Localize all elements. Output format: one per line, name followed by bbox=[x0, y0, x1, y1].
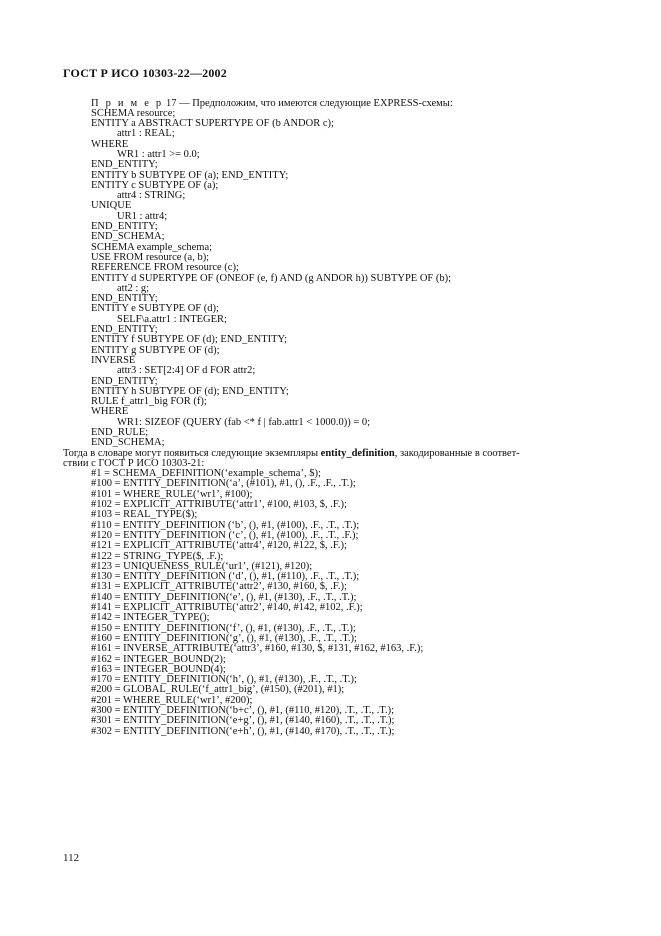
instance-line: #141 = EXPLICIT_ATTRIBUTE(‘attr2’, #140, #142, #102, .F.); bbox=[91, 602, 363, 614]
instance-line: #201 = WHERE_RULE(‘wr1’, #200); bbox=[91, 694, 253, 706]
schema-line: UNIQUE bbox=[91, 200, 132, 212]
example-intro-text: 17 — Предположим, что имеются следующие EXPRESS-схемы: bbox=[163, 97, 453, 109]
schema-line: attr3 : SET[2:4] OF d FOR attr2; bbox=[117, 365, 256, 377]
paragraph-text-before: Тогда в словаре могут появиться следующие экземпляры bbox=[63, 447, 321, 459]
schema-line: UR1 : attr4; bbox=[117, 210, 168, 222]
instance-line: #101 = WHERE_RULE(‘wr1’, #100); bbox=[91, 488, 253, 500]
express-schema-block bbox=[91, 109, 611, 449]
paragraph-line-2: ствии с ГОСТ Р ИСО 10303-21: bbox=[63, 457, 205, 469]
schema-line: REFERENCE FROM resource (c); bbox=[91, 262, 239, 274]
instance-line: #122 = STRING_TYPE($, .F.); bbox=[91, 550, 224, 562]
instance-line: #120 = ENTITY_DEFINITION (‘c’, (), #1, (#100), .F., .T., .F.); bbox=[91, 529, 359, 541]
schema-line: WR1 : attr1 >= 0.0; bbox=[117, 148, 200, 160]
instance-line: #121 = EXPLICIT_ATTRIBUTE(‘attr4’, #120, #122, $, .F.); bbox=[91, 540, 347, 552]
instance-line: #163 = INTEGER_BOUND(4); bbox=[91, 663, 226, 675]
schema-line: ENTITY d SUPERTYPE OF (ONEOF (e, f) AND (g ANDOR h)) SUBTYPE OF (b); bbox=[91, 272, 452, 284]
schema-line: WHERE bbox=[91, 138, 129, 150]
schema-line: att2 : g; bbox=[117, 282, 150, 294]
standard-header: ГОСТ Р ИСО 10303-22—2002 bbox=[63, 66, 227, 80]
schema-line: SCHEMA example_schema; bbox=[91, 241, 213, 253]
schema-line: END_ENTITY; bbox=[91, 324, 158, 336]
instance-line: #200 = GLOBAL_RULE(‘f_attr1_big’, (#150), (#201), #1); bbox=[91, 684, 345, 696]
instance-line: #150 = ENTITY_DEFINITION(‘f’, (), #1, (#130), .F., .T., .T.); bbox=[91, 622, 356, 634]
instance-line: #130 = ENTITY_DEFINITION (‘d’, (), #1, (#110), .F., .T., .T.); bbox=[91, 571, 360, 583]
schema-line: RULE f_attr1_big FOR (f); bbox=[91, 396, 207, 408]
schema-line: attr1 : REAL; bbox=[117, 128, 175, 140]
schema-line: ENTITY f SUBTYPE OF (d); END_ENTITY; bbox=[91, 334, 288, 346]
schema-line: ENTITY h SUBTYPE OF (d); END_ENTITY; bbox=[91, 385, 289, 397]
instance-line: #1 = SCHEMA_DEFINITION(‘example_schema’, $); bbox=[91, 468, 321, 480]
instance-line: #300 = ENTITY_DEFINITION(‘b+c’, (), #1, (#110, #120), .T., .T., .T.); bbox=[91, 705, 395, 717]
instance-line: #103 = REAL_TYPE($); bbox=[91, 509, 198, 521]
schema-line: ENTITY b SUBTYPE OF (a); END_ENTITY; bbox=[91, 169, 289, 181]
schema-line: END_ENTITY; bbox=[91, 221, 158, 233]
schema-line: ENTITY g SUBTYPE OF (d); bbox=[91, 344, 220, 356]
instance-line: #102 = EXPLICIT_ATTRIBUTE(‘attr1’, #100, #103, $, .F.); bbox=[91, 499, 347, 511]
instance-line: #301 = ENTITY_DEFINITION(‘e+g’, (), #1, (#140, #160), .T., .T., .T.); bbox=[91, 715, 395, 727]
instance-line: #142 = INTEGER_TYPE(); bbox=[91, 612, 210, 624]
instance-line: #131 = EXPLICIT_ATTRIBUTE(‘attr2’, #130, #160, $, .F.); bbox=[91, 581, 347, 593]
instance-line: #100 = ENTITY_DEFINITION(‘a’, (#101), #1, (), .F., .F., .T.); bbox=[91, 478, 356, 490]
paragraph-bold-term: entity_definition bbox=[320, 447, 395, 459]
schema-line: END_SCHEMA; bbox=[91, 437, 165, 449]
schema-line: SCHEMA resource; bbox=[91, 107, 176, 119]
schema-line: ENTITY a ABSTRACT SUPERTYPE OF (b ANDOR c); bbox=[91, 118, 334, 130]
instance-line: #302 = ENTITY_DEFINITION(‘e+h’, (), #1, (#140, #170), .T., .T., .T.); bbox=[91, 725, 395, 737]
instance-line: #160 = ENTITY_DEFINITION(‘g’, (), #1, (#130), .F., .T., .T.); bbox=[91, 632, 357, 644]
page-number: 112 bbox=[63, 852, 80, 864]
schema-line: WHERE bbox=[91, 406, 129, 418]
paragraph-text-after: , закодированные в соответ- bbox=[394, 447, 520, 459]
instance-line: #140 = ENTITY_DEFINITION(‘e’, (), #1, (#130), .F., .T., .T.); bbox=[91, 591, 357, 603]
schema-line: ENTITY e SUBTYPE OF (d); bbox=[91, 303, 219, 315]
schema-line: WR1: SIZEOF (QUERY (fab <* f | fab.attr1 < 1000.0)) = 0; bbox=[117, 416, 371, 428]
schema-line: END_ENTITY; bbox=[91, 375, 158, 387]
schema-line: SELF\a.attr1 : INTEGER; bbox=[117, 313, 227, 325]
instance-line: #110 = ENTITY_DEFINITION (‘b’, (), #1, (#100), .F., .T., .T.); bbox=[91, 519, 360, 531]
schema-line: END_RULE; bbox=[91, 427, 149, 438]
schema-line: USE FROM resource (a, b); bbox=[91, 251, 210, 263]
instance-line: #170 = ENTITY_DEFINITION(‘h’, (), #1, (#130), .F., .T., .T.); bbox=[91, 674, 357, 686]
instance-line: #162 = INTEGER_BOUND(2); bbox=[91, 653, 226, 665]
instance-block bbox=[91, 469, 611, 737]
instance-line: #161 = INVERSE_ATTRIBUTE(‘attr3’, #160, #130, $, #131, #162, #163, .F.); bbox=[91, 643, 424, 655]
instance-line: #123 = UNIQUENESS_RULE(‘ur1’, (#121), #120); bbox=[91, 560, 313, 572]
schema-line: INVERSE bbox=[91, 354, 136, 366]
document-body bbox=[63, 97, 611, 737]
example-label: П р и м е р bbox=[91, 97, 164, 109]
schema-line: END_SCHEMA; bbox=[91, 231, 165, 243]
schema-line: END_ENTITY; bbox=[91, 293, 158, 305]
schema-line: END_ENTITY; bbox=[91, 159, 158, 171]
schema-line: ENTITY c SUBTYPE OF (a); bbox=[91, 179, 219, 191]
schema-line: attr4 : STRING; bbox=[117, 190, 186, 202]
